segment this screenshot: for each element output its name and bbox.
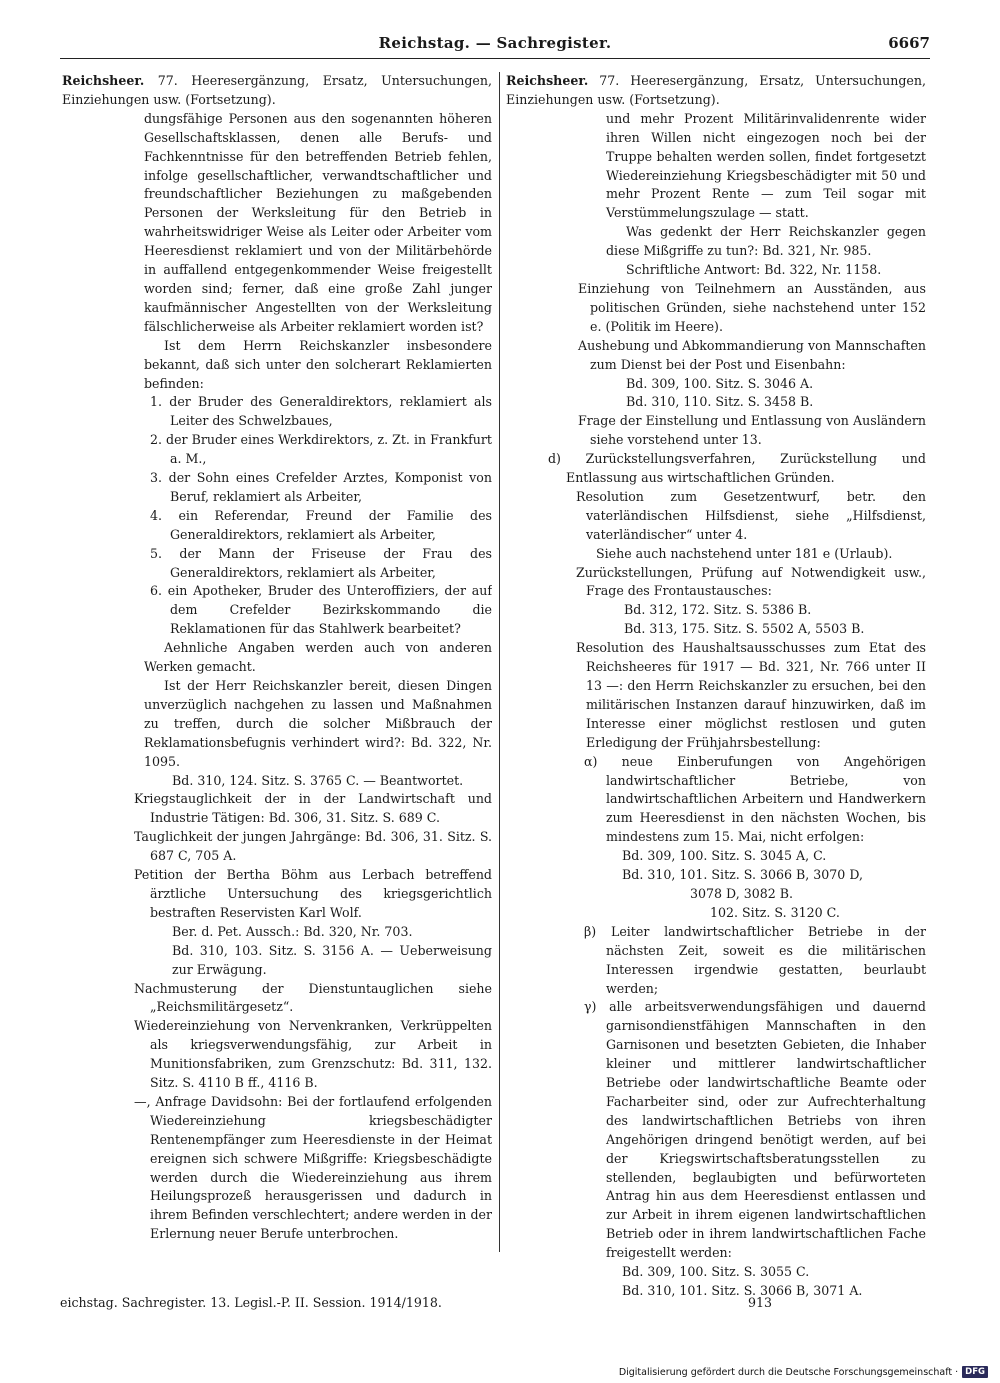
reference: Bd. 310, 124. Sitz. S. 3765 C. — Beantwortet. [172,772,464,788]
reference: Bd. 310, 110. Sitz. S. 3458 B. [626,394,814,410]
section-title: 77. Heeresergänzung, Ersatz, Untersuchungen, Einziehungen usw. (Fortsetzung). [62,73,492,107]
reference [506,1301,926,1302]
reference: Bd. 309, 100. Sitz. S. 3046 A. [626,375,814,391]
entry: —, Anfrage Davidsohn: Bei der fortlaufend erfolgenden Wiedereinziehung kriegsbeschädigter Rentenempfänger zum Heeresdienste in der Heimat ereignen sich schwere Mißgriffe: Kriegsbeschädigte werden durch die Wiedereinziehung aus ihrem Heilungsprozeß herausgerissen und dadurch in ihrem Befinden verschlechtert; andere werden in der Erlernung neuer Berufe unterbrochen. [134,1093,492,1242]
column-divider [499,72,500,1252]
paragraph: Was gedenkt der Herr Reichskanzler gegen diese Mißgriffe zu tun?: Bd. 321, Nr. 985. [606,224,926,259]
page-number: 6667 [888,34,930,52]
footer-running-title: eichstag. Sachregister. 13. Legisl.-P. II. Session. 1914/1918. [60,1295,442,1310]
section-title: 77. Heeresergänzung, Ersatz, Untersuchungen, Einziehungen usw. (Fortsetzung). [506,73,926,107]
entry: Siehe auch nachstehend unter 181 e (Urlaub). [596,545,893,561]
credit-text: Digitalisierung gefördert durch die Deutsche Forschungsgemeinschaft · [618,1366,959,1378]
list-item: 6. ein Apotheker, Bruder des Unteroffiziers, der auf dem Crefelder Bezirkskommando die Reklamationen für das Stahlwerk bearbeitet? [150,583,492,637]
footer-page-number: 913 [748,1295,773,1310]
entry: Kriegstauglichkeit der in der Landwirtschaft und Industrie Tätigen: Bd. 306, 31. Sitz. S. 689 C. [134,791,492,826]
reference: 102. Sitz. S. 3120 C. [710,904,840,920]
reference: 3078 D, 3082 B. [690,885,794,901]
reference: Bd. 310, 103. Sitz. S. 3156 A. — Ueberweisung zur Erwägung. [172,942,492,977]
entry: Nachmusterung der Dienstuntauglichen siehe „Reichsmilitärgesetz“. [134,980,492,1015]
section-heading [62,72,492,110]
entry: Frage der Einstellung und Entlassung von Ausländern siehe vorstehend unter 13. [578,413,926,448]
reference: Schriftliche Antwort: Bd. 322, Nr. 1158. [626,262,882,278]
paragraph: Ist der Herr Reichskanzler bereit, diesen Dingen unverzüglich nachgehen zu lassen und Maßnahmen zu treffen, durch die solcher Mißbrauch der Reklamationsbefugnis verhindert wird?: Bd. 322, Nr. 1095. [144,678,492,769]
right-column [506,72,926,1302]
reference: Bd. 310, 101. Sitz. S. 3066 B, 3070 D, [622,867,863,883]
paragraph: Ist dem Herrn Reichskanzler insbesondere bekannt, daß sich unter den solcherart Reklamierten befinden: [144,337,492,391]
list-item: α) neue Einberufungen von Angehörigen landwirtschaftlicher Betriebe, von landwirtschaftlichen Arbeitern und Handwerkern zum Heeresdienst in den nächsten Wochen, bis mindestens zum 15. Mai, nicht erfolgen: [584,753,926,845]
entry: Zurückstellungen, Prüfung auf Notwendigkeit usw., Frage des Frontaustausches: [576,564,926,599]
entry: Tauglichkeit der jungen Jahrgänge: Bd. 306, 31. Sitz. S. 687 C, 705 A. [134,829,492,864]
reference: Bd. 312, 172. Sitz. S. 5386 B. [624,602,812,618]
list-item: 3. der Sohn eines Crefelder Arztes, Komponist von Beruf, reklamiert als Arbeiter, [150,470,492,504]
dfg-logo: DFG [962,1366,988,1378]
list-item: 4. ein Referendar, Freund der Familie des Generaldirektors, reklamiert als Arbeiter, [150,507,492,542]
list-item: γ) alle arbeitsverwendungsfähigen und dauernd garnisondienstfähigen Mannschaften in den Garnisonen und besetzten Gebieten, die Inhaber kleiner und mittlerer landwirtschaftlicher Betriebe oder landwirtschaftliche Beamte oder Facharbeiter sind, oder zur Aufrechterhaltung des landwirtschaftlichen Betriebs von ihren Angehörigen dringend benötigt werden, auf bei der Kriegswirtschaftsberatungsstellen zu stellenden, beglaubigten und befürworteten Antrag hin aus dem Heeresdienst entlassen und zur Arbeit in ihrem eigenen landwirtschaftlichen Betrieb oder in ihrem landwirtschaftlichen Fache freigestellt werden: [584,999,926,1261]
reference: Bd. 310, 101. Sitz. S. 3066 B, 3071 A. [622,1283,863,1298]
reference: Ber. d. Pet. Aussch.: Bd. 320, Nr. 703. [172,923,413,939]
section-keyword: Reichsheer. [62,73,145,88]
reference: Bd. 309, 100. Sitz. S. 3045 A, C. [622,848,827,864]
entry: Wiedereinziehung von Nervenkranken, Verkrüppelten als kriegsverwendungsfähig, zur Arbeit in Munitionsfabriken, zum Grenzschutz: Bd. 311, 132. Sitz. S. 4110 B ff., 4116 B. [134,1018,492,1091]
list-item: 2. der Bruder eines Werkdirektors, z. Zt. in Frankfurt a. M., [150,432,492,467]
list-item: 5. der Mann der Friseuse der Frau des Generaldirektors, reklamiert als Arbeiter, [150,545,492,580]
header-rule [60,58,930,59]
paragraph: Aehnliche Angaben werden auch von anderen Werken gemacht. [144,640,492,675]
header-title: Reichstag. — Sachregister. [378,34,612,52]
entry: Petition der Bertha Böhm aus Lerbach betreffend ärztliche Untersuchung des kriegsgerichtlich bestraften Reservisten Karl Wolf. [134,867,492,920]
section-heading [506,72,926,110]
reference: Bd. 309, 100. Sitz. S. 3055 C. [622,1264,810,1280]
paragraph: und mehr Prozent Militärinvalidenrente wider ihren Willen nicht eingezogen noch bei der Truppe behalten werden sollen, findet fortgesetzt Wiedereinziehung Kriegsbeschädigter mit 50 und mehr Prozent Rente — zum Teil sogar mit Verstümmelungszulage — statt. [606,110,926,221]
entry: Resolution des Haushaltsausschusses zum Etat des Reichsheeres für 1917 — Bd. 321, Nr. 766 unter II 13 —: den Herrn Reichskanzler zu ersuchen, bei den militärischen Instanzen darauf hinzuwirken, daß im Interesse einer möglichst restlosen und guten Erledigung der Frühjahrsbestellung: [576,640,926,750]
list-item: 1. der Bruder des Generaldirektors, reklamiert als Leiter des Schwelzbaues, [150,394,492,429]
list-item: β) Leiter landwirtschaftlicher Betriebe in der nächsten Zeit, soweit es die militärischen Interessen irgendwie gestatten, beurlaubt werden; [584,923,926,996]
paragraph: dungsfähige Personen aus den sogenannten höheren Gesellschaftsklassen, denen alle Berufs- und Fachkenntnisse für den betreffenden Betrieb fehlen, infolge gesellschaftlicher, verwandtschaftlicher und freundschaftlicher Beziehungen zu maßgebenden Personen der Werksleitung für den Betrieb in wahrheitswidriger Weise als Leiter oder Arbeiter vom Heeresdienst reklamiert und von der Militärbehörde in auffallend entgegenkommender Weise freigestellt worden sind; ferner, daß eine große Zahl junger kaufmännischer Angestellten von der Werksleitung fälschlicherweise als Arbeiter reklamiert worden ist? [144,110,492,334]
digitization-credit [619,1366,988,1378]
subsection-heading: d) Zurückstellungsverfahren, Zurückstellung und Entlassung aus wirtschaftlichen Gründen. [548,451,926,486]
entry: Resolution zum Gesetzentwurf, betr. den vaterländischen Hilfsdienst, siehe „Hilfsdienst, vaterländischer“ unter 4. [576,488,926,542]
page-header [60,34,930,58]
entry: Aushebung und Abkommandierung von Mannschaften zum Dienst bei der Post und Eisenbahn: [578,337,926,372]
section-keyword: Reichsheer. [506,73,589,88]
reference: Bd. 313, 175. Sitz. S. 5502 A, 5503 B. [624,621,865,637]
left-column [62,72,492,1242]
entry: Einziehung von Teilnehmern an Ausständen, aus politischen Gründen, siehe nachstehend unter 152 e. (Politik im Heere). [578,280,926,334]
